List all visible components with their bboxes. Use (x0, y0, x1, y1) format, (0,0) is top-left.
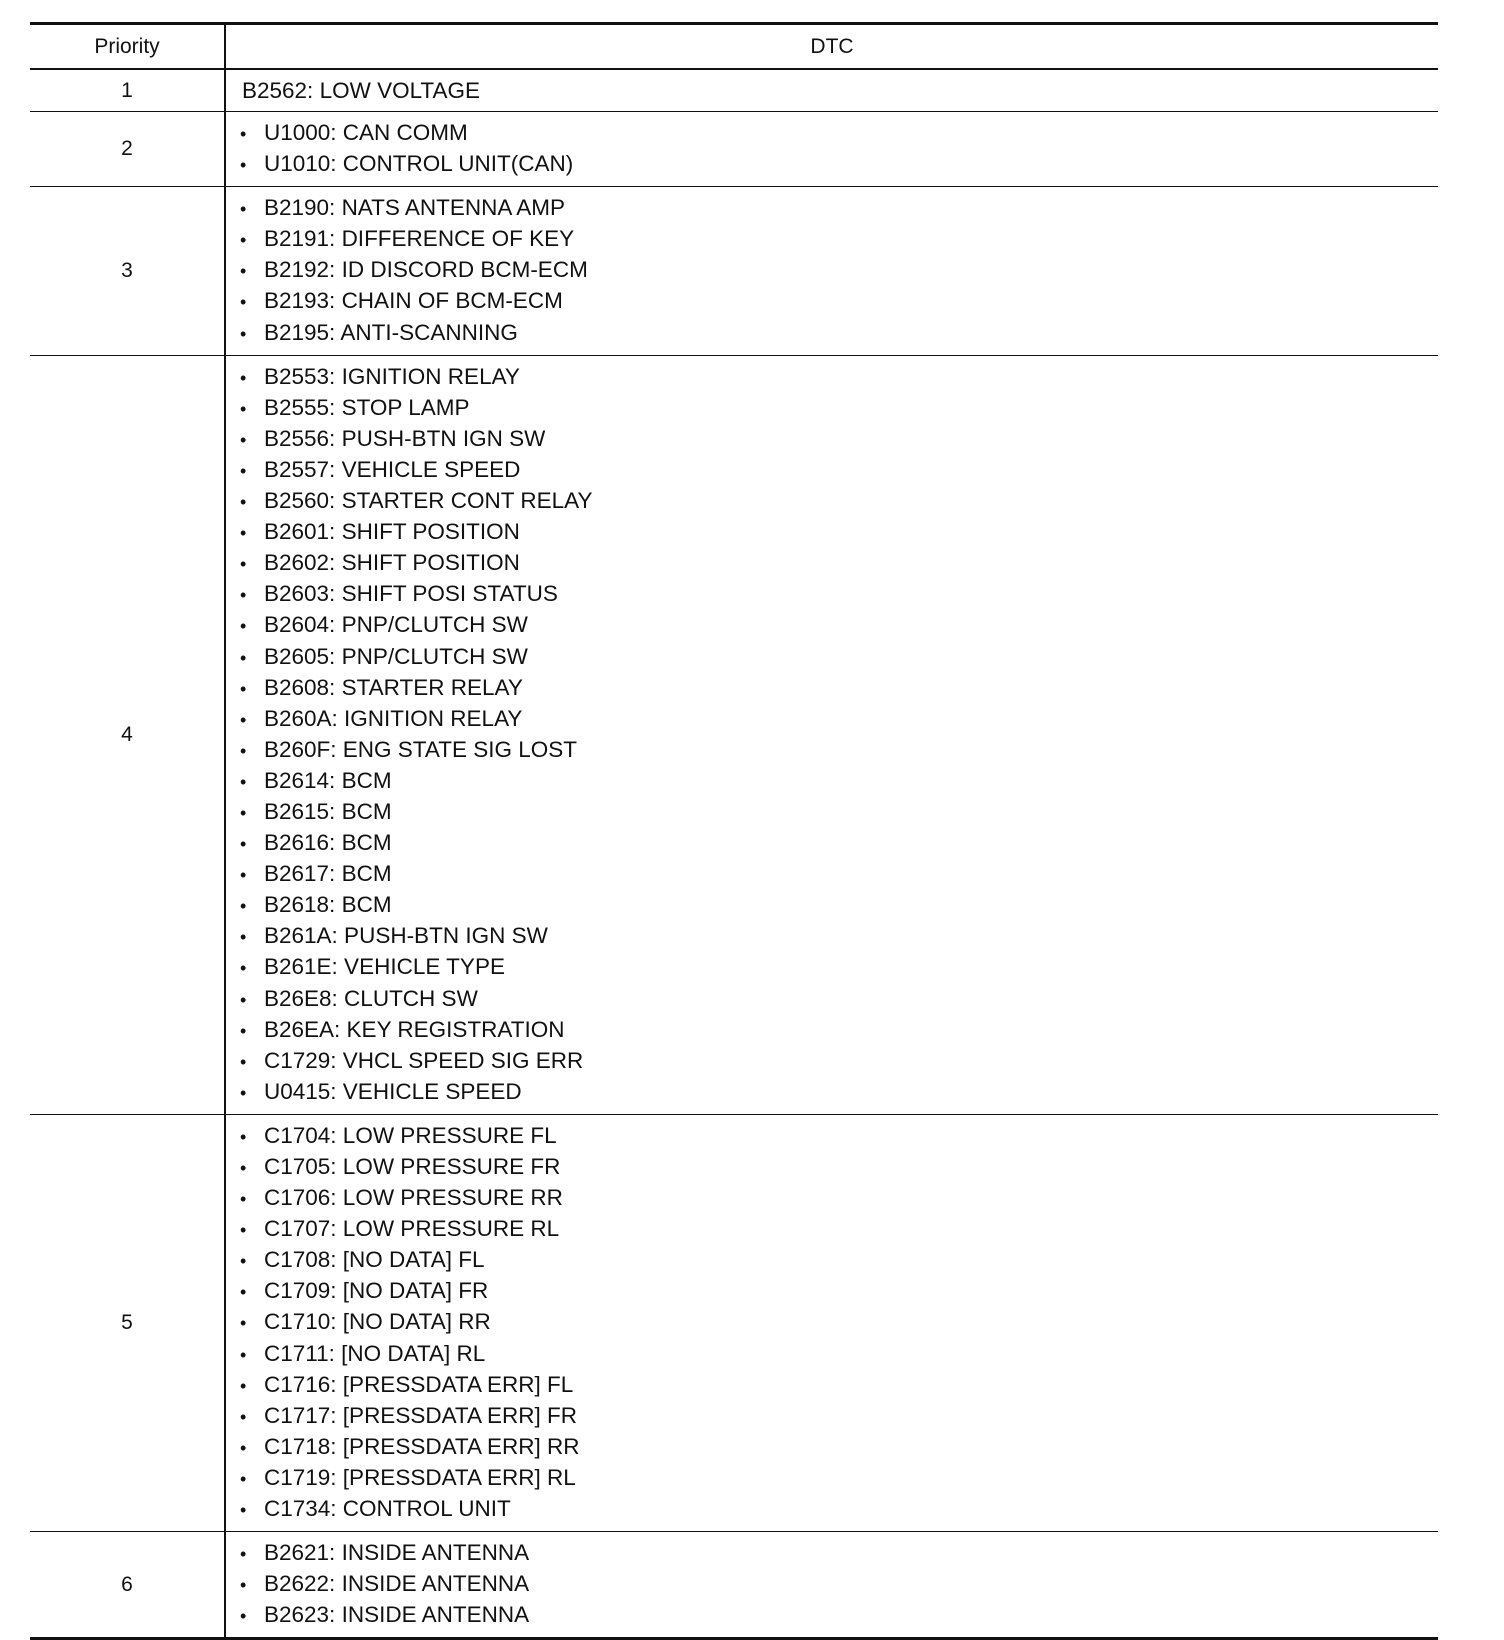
dtc-list-item (240, 1121, 1438, 1152)
dtc-code-text: B2616: BCM (264, 830, 392, 856)
bullet-icon: • (240, 896, 247, 917)
priority-cell: 4 (30, 355, 225, 1114)
dtc-code-text: B26E8: CLUTCH SW (264, 985, 478, 1011)
dtc-list-item (240, 984, 1438, 1015)
bullet-icon: • (240, 585, 247, 606)
dtc-list-item (240, 1401, 1438, 1432)
dtc-list-item (240, 797, 1438, 828)
bullet-icon: • (240, 323, 247, 344)
dtc-list-item (240, 1494, 1438, 1525)
dtc-list-item (240, 455, 1438, 486)
table-row (30, 1114, 1438, 1531)
bullet-icon: • (240, 1082, 247, 1103)
dtc-list-item (240, 579, 1438, 610)
bullet-icon: • (240, 1375, 247, 1396)
bullet-icon: • (240, 1126, 247, 1147)
dtc-list-item (240, 610, 1438, 641)
bullet-icon: • (240, 492, 247, 513)
dtc-cell (225, 1114, 1438, 1531)
bullet-icon: • (240, 292, 247, 313)
dtc-list-item (240, 921, 1438, 952)
dtc-code-text: C1709: [NO DATA] FR (264, 1278, 489, 1304)
bullet-icon: • (240, 460, 247, 481)
dtc-list-item (240, 517, 1438, 548)
bullet-icon: • (240, 709, 247, 730)
dtc-list-item (240, 424, 1438, 455)
dtc-list-item (240, 1569, 1438, 1600)
dtc-list-item (240, 1046, 1438, 1077)
bullet-icon: • (240, 523, 247, 544)
dtc-code-text: C1734: CONTROL UNIT (264, 1496, 511, 1522)
bullet-icon: • (240, 1282, 247, 1303)
dtc-cell (225, 187, 1438, 355)
dtc-list-item (240, 673, 1438, 704)
bullet-icon: • (240, 1251, 247, 1272)
table-row (30, 187, 1438, 355)
dtc-code-text: C1706: LOW PRESSURE RR (264, 1185, 563, 1211)
dtc-list (240, 1121, 1438, 1525)
dtc-code-text: B2192: ID DISCORD BCM-ECM (264, 257, 588, 283)
dtc-code-text: C1704: LOW PRESSURE FL (264, 1122, 557, 1148)
bullet-icon: • (240, 1606, 247, 1627)
dtc-list-item (240, 828, 1438, 859)
dtc-code-text: B2623: INSIDE ANTENNA (264, 1602, 530, 1628)
dtc-code-text: C1710: [NO DATA] RR (264, 1309, 491, 1335)
table-row (30, 69, 1438, 112)
dtc-code-text: C1718: [PRESSDATA ERR] RR (264, 1433, 580, 1459)
dtc-priority-table (30, 22, 1438, 1640)
dtc-list-item (240, 766, 1438, 797)
dtc-list-item (240, 1538, 1438, 1569)
dtc-code-text: U1010: CONTROL UNIT(CAN) (264, 151, 574, 177)
dtc-list (240, 118, 1438, 180)
dtc-code-text: B2604: PNP/CLUTCH SW (264, 612, 528, 638)
dtc-code-text: B261E: VEHICLE TYPE (264, 954, 505, 980)
dtc-list-item (240, 1152, 1438, 1183)
table-row (30, 355, 1438, 1114)
dtc-list-item (240, 1463, 1438, 1494)
bullet-icon: • (240, 199, 247, 220)
table-row (30, 1532, 1438, 1639)
dtc-list-item (240, 548, 1438, 579)
priority-cell: 3 (30, 187, 225, 355)
bullet-icon: • (240, 1051, 247, 1072)
bullet-icon: • (240, 771, 247, 792)
dtc-code-text: B2615: BCM (264, 798, 392, 824)
dtc-list-item (240, 1339, 1438, 1370)
dtc-list-item (240, 1432, 1438, 1463)
dtc-code-text: B2605: PNP/CLUTCH SW (264, 643, 528, 669)
dtc-list-item (240, 224, 1438, 255)
dtc-list-item (240, 149, 1438, 180)
dtc-code-text: C1716: [PRESSDATA ERR] FL (264, 1371, 574, 1397)
dtc-list-item (240, 318, 1438, 349)
dtc-list-item (240, 393, 1438, 424)
dtc-list-item (240, 1015, 1438, 1046)
dtc-list-item (240, 286, 1438, 317)
bullet-icon: • (240, 1544, 247, 1565)
dtc-list (240, 362, 1438, 1108)
bullet-icon: • (240, 834, 247, 855)
bullet-icon: • (240, 261, 247, 282)
dtc-code-text: C1707: LOW PRESSURE RL (264, 1216, 560, 1242)
dtc-code-text: B2555: STOP LAMP (264, 394, 470, 420)
dtc-code-text: B260A: IGNITION RELAY (264, 705, 523, 731)
dtc-code-text: B2603: SHIFT POSI STATUS (264, 581, 558, 607)
dtc-list-item (240, 735, 1438, 766)
table-header-row (30, 24, 1438, 70)
dtc-code-text: B2556: PUSH-BTN IGN SW (264, 425, 546, 451)
dtc-code-text: B2557: VEHICLE SPEED (264, 456, 521, 482)
dtc-code-text: B2618: BCM (264, 892, 392, 918)
dtc-code-text: B2617: BCM (264, 861, 392, 887)
dtc-code-text: B2601: SHIFT POSITION (264, 519, 520, 545)
dtc-list-item (240, 255, 1438, 286)
dtc-code-text: C1705: LOW PRESSURE FR (264, 1154, 561, 1179)
dtc-code-text: C1719: [PRESSDATA ERR] RL (264, 1464, 576, 1490)
priority-cell: 6 (30, 1532, 225, 1639)
dtc-list-item (240, 1307, 1438, 1338)
bullet-icon: • (240, 1468, 247, 1489)
bullet-icon: • (240, 1220, 247, 1241)
bullet-icon: • (240, 989, 247, 1010)
dtc-code-text: B2622: INSIDE ANTENNA (264, 1571, 530, 1597)
bullet-icon: • (240, 958, 247, 979)
dtc-list-item (240, 952, 1438, 983)
dtc-list-item (240, 642, 1438, 673)
dtc-code-text: B260F: ENG STATE SIG LOST (264, 736, 578, 762)
dtc-code-text: U0415: VEHICLE SPEED (264, 1078, 522, 1104)
dtc-cell (225, 355, 1438, 1114)
bullet-icon: • (240, 740, 247, 761)
dtc-code-text: B2195: ANTI-SCANNING (264, 319, 518, 345)
dtc-list-item (240, 1183, 1438, 1214)
bullet-icon: • (240, 1020, 247, 1041)
dtc-list-item (240, 1600, 1438, 1631)
dtc-code-text: C1708: [NO DATA] FL (264, 1247, 485, 1273)
bullet-icon: • (240, 865, 247, 886)
bullet-icon: • (240, 1500, 247, 1521)
bullet-icon: • (240, 1158, 247, 1178)
dtc-list-item (240, 1077, 1438, 1108)
dtc-list (240, 193, 1438, 348)
dtc-code-text: B2614: BCM (264, 767, 392, 793)
dtc-cell (225, 69, 1438, 112)
bullet-icon: • (240, 554, 247, 575)
bullet-icon: • (240, 678, 247, 699)
dtc-list-item (240, 486, 1438, 517)
dtc-code-text: B2621: INSIDE ANTENNA (264, 1540, 530, 1566)
dtc-code-text: C1711: [NO DATA] RL (264, 1340, 486, 1366)
dtc-code-text: B2191: DIFFERENCE OF KEY (264, 226, 575, 252)
dtc-list-item (240, 1245, 1438, 1276)
dtc-list (240, 1538, 1438, 1631)
bullet-icon: • (240, 429, 247, 450)
bullet-icon: • (240, 124, 247, 144)
dtc-list-item (240, 1370, 1438, 1401)
dtc-code-text: U1000: CAN COMM (264, 120, 468, 145)
dtc-code-text: B2560: STARTER CONT RELAY (264, 488, 593, 514)
dtc-code-text: B2602: SHIFT POSITION (264, 550, 520, 576)
priority-cell: 1 (30, 69, 225, 112)
bullet-icon: • (240, 230, 247, 251)
dtc-code-text: B2193: CHAIN OF BCM-ECM (264, 288, 563, 314)
dtc-list-item (240, 1276, 1438, 1307)
dtc-code-text: B26EA: KEY REGISTRATION (264, 1016, 565, 1042)
bullet-icon: • (240, 367, 247, 388)
dtc-list-item (240, 859, 1438, 890)
dtc-list-item (240, 704, 1438, 735)
dtc-code-text: B2608: STARTER RELAY (264, 674, 523, 700)
bullet-icon: • (240, 1313, 247, 1334)
bullet-icon: • (240, 802, 247, 823)
dtc-code-text: C1729: VHCL SPEED SIG ERR (264, 1047, 584, 1073)
dtc-cell (225, 1532, 1438, 1639)
dtc-code-text: B2562: LOW VOLTAGE (242, 78, 481, 103)
bullet-icon: • (240, 616, 247, 637)
bullet-icon: • (240, 398, 247, 419)
bullet-icon: • (240, 1344, 247, 1365)
bullet-icon: • (240, 1437, 247, 1458)
priority-cell: 5 (30, 1114, 225, 1531)
dtc-list-item (240, 118, 1438, 149)
dtc-list-item (240, 193, 1438, 224)
bullet-icon: • (240, 927, 247, 948)
dtc-list-item (240, 1214, 1438, 1245)
bullet-icon: • (240, 155, 247, 176)
bullet-icon: • (240, 1406, 247, 1427)
table-body (30, 69, 1438, 1639)
priority-cell: 2 (30, 112, 225, 187)
priority-column-header: Priority (30, 24, 225, 70)
dtc-list-item (240, 890, 1438, 921)
bullet-icon: • (240, 1189, 247, 1210)
dtc-code-text: B2190: NATS ANTENNA AMP (264, 195, 565, 221)
bullet-icon: • (240, 1575, 247, 1596)
bullet-icon: • (240, 647, 247, 668)
table-row (30, 112, 1438, 187)
dtc-code-text: B2553: IGNITION RELAY (264, 363, 520, 389)
dtc-column-header: DTC (225, 24, 1438, 70)
dtc-list-item (240, 362, 1438, 393)
dtc-code-text: B261A: PUSH-BTN IGN SW (264, 923, 548, 949)
dtc-cell (225, 112, 1438, 187)
dtc-code-text: C1717: [PRESSDATA ERR] FR (264, 1402, 578, 1428)
